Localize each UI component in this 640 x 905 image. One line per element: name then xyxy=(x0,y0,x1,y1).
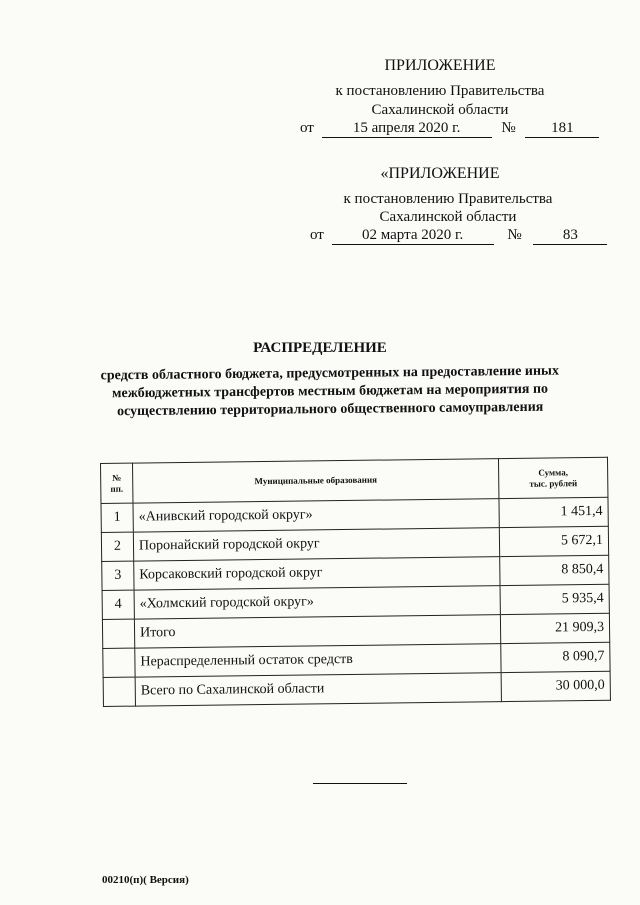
old-appendix-line2: Сахалинской области xyxy=(379,209,517,225)
row-sum: 8 850,4 xyxy=(500,555,609,585)
distribution-table xyxy=(100,457,611,707)
old-appendix-number: 83 xyxy=(533,226,607,245)
row-sum: 21 909,3 xyxy=(500,613,609,643)
col-header-no: № пп. xyxy=(101,463,133,503)
subtitle-line-3: осуществлению территориального общественного самоуправления xyxy=(116,399,544,420)
row-no xyxy=(103,648,135,677)
number-label: № xyxy=(507,227,522,243)
appendix-date-line xyxy=(300,119,610,138)
row-no xyxy=(102,619,134,648)
appendix-number: 181 xyxy=(525,119,599,138)
row-municipality: Итого xyxy=(134,615,500,648)
from-label: от xyxy=(300,120,314,136)
row-sum: 1 451,4 xyxy=(499,497,608,527)
old-appendix-title: «ПРИЛОЖЕНИЕ xyxy=(380,165,500,182)
document-title: РАСПРЕДЕЛЕНИЕ xyxy=(253,340,387,356)
row-no: 2 xyxy=(101,532,133,561)
from-label: от xyxy=(310,227,324,243)
col-header-municipality: Муниципальные образования xyxy=(133,459,499,503)
document-code: 00210(п)( Версия) xyxy=(102,874,189,886)
table-row-total xyxy=(103,671,610,706)
row-sum: 8 090,7 xyxy=(501,642,610,672)
old-appendix-line1: к постановлению Правительства xyxy=(343,191,553,207)
row-municipality: «Холмский городской округ» xyxy=(134,586,500,619)
row-sum: 30 000,0 xyxy=(501,671,610,701)
row-no: 3 xyxy=(102,561,134,590)
table-header-row xyxy=(101,457,608,503)
appendix-title: ПРИЛОЖЕНИЕ xyxy=(384,57,496,74)
subtitle-line-1: средств областного бюджета, предусмотренных на предоставление иных xyxy=(100,363,560,384)
appendix-line1: к постановлению Правительства xyxy=(335,83,545,99)
row-sum: 5 935,4 xyxy=(500,584,609,614)
row-no: 1 xyxy=(101,503,133,532)
appendix-date: 15 апреля 2020 г. xyxy=(322,119,492,138)
old-appendix-date-line xyxy=(310,226,610,245)
appendix-line2: Сахалинской области xyxy=(371,102,509,118)
col-header-sum: Сумма, тыс. рублей xyxy=(498,457,607,498)
document-subtitle xyxy=(70,362,591,421)
row-municipality: «Анивский городской округ» xyxy=(133,499,499,532)
row-sum: 5 672,1 xyxy=(499,526,608,556)
number-label: № xyxy=(501,120,516,136)
subtitle-line-2: межбюджетных трансфертов местным бюджетам на мероприятия по xyxy=(111,381,549,402)
row-municipality: Поронайский городской округ xyxy=(133,528,499,561)
row-municipality: Корсаковский городской округ xyxy=(134,557,500,590)
row-municipality: Нераспределенный остаток средств xyxy=(135,644,501,677)
row-no xyxy=(103,677,135,706)
row-no: 4 xyxy=(102,590,134,619)
old-appendix-date: 02 марта 2020 г. xyxy=(332,226,494,245)
end-rule xyxy=(313,783,407,784)
row-municipality: Всего по Сахалинской области xyxy=(135,673,501,706)
